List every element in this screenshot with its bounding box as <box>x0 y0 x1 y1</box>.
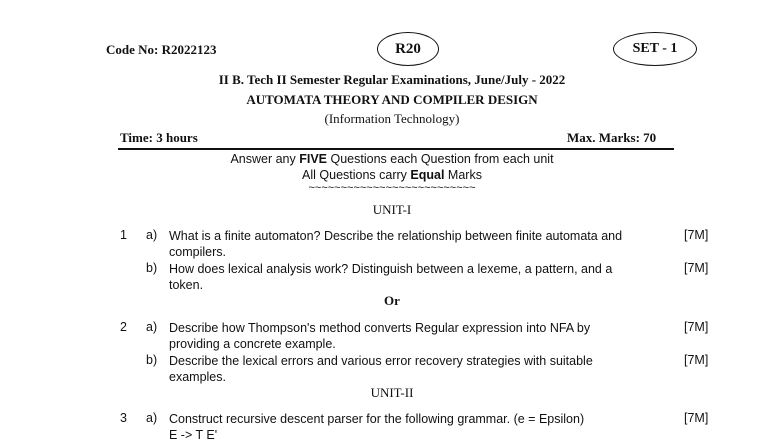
question-1b-marks: [7M] <box>684 261 709 275</box>
exam-title: II B. Tech II Semester Regular Examinations, June/July - 2022 <box>218 72 566 87</box>
instruction-1-bold: FIVE <box>299 152 328 166</box>
question-2b-text <box>169 353 593 385</box>
unit-2-heading: UNIT-II <box>370 385 414 400</box>
question-1b-line-1: How does lexical analysis work? Distinguish between a lexeme, a pattern, and a <box>169 262 613 276</box>
or-separator: Or <box>384 293 400 308</box>
branch-name: (Information Technology) <box>324 111 460 126</box>
question-1a-label: a) <box>146 228 158 242</box>
set-badge <box>613 32 697 66</box>
question-2b-line-2: examples. <box>169 370 226 384</box>
instruction-2-post: Marks <box>444 168 482 182</box>
question-2a-line-1: Describe how Thompson's method converts Regular expression into NFA by <box>169 321 591 335</box>
instruction-2-pre: All Questions carry <box>302 168 411 182</box>
question-3a-text <box>169 411 584 443</box>
question-1b-text <box>169 261 612 293</box>
question-3a-label: a) <box>146 411 158 425</box>
question-3-number: 3 <box>120 411 127 425</box>
question-2b-line-1: Describe the lexical errors and various error recovery strategies with suitable <box>169 354 593 368</box>
question-1a-line-2: compilers. <box>169 245 226 259</box>
question-2b-label: b) <box>146 353 158 367</box>
max-marks: Max. Marks: 70 <box>567 130 657 145</box>
question-2a-line-2: providing a concrete example. <box>169 337 336 351</box>
instruction-1-post: Questions each Question from each unit <box>327 152 554 166</box>
question-2b-marks: [7M] <box>684 353 709 367</box>
regulation-label: R20 <box>395 40 421 57</box>
header-divider <box>118 148 674 150</box>
question-1b-label: b) <box>146 261 158 275</box>
instruction-line-1 <box>0 152 784 166</box>
question-2a-label: a) <box>146 320 158 334</box>
question-2a-marks: [7M] <box>684 320 709 334</box>
exam-time: Time: 3 hours <box>120 130 198 145</box>
code-number: Code No: R2022123 <box>106 42 217 57</box>
question-1-number: 1 <box>120 228 127 242</box>
instruction-line-2 <box>0 168 784 182</box>
question-3a-marks: [7M] <box>684 411 709 425</box>
instruction-1-pre: Answer any <box>230 152 300 166</box>
set-label: SET - 1 <box>632 41 678 56</box>
question-1a-marks: [7M] <box>684 228 709 242</box>
question-1b-line-2: token. <box>169 278 204 292</box>
question-2-number: 2 <box>120 320 127 334</box>
question-3a-line-1: Construct recursive descent parser for the following grammar. (e = Epsilon) <box>169 412 585 426</box>
question-2a-text <box>169 320 590 352</box>
tilde-divider: ~~~~~~~~~~~~~~~~~~~~~~~~~~ <box>308 182 476 194</box>
subject-title: AUTOMATA THEORY AND COMPILER DESIGN <box>246 92 538 107</box>
regulation-badge <box>377 32 439 66</box>
question-1a-line-1: What is a finite automaton? Describe the relationship between finite automata and <box>169 229 623 243</box>
question-1a-text <box>169 228 622 260</box>
instruction-2-bold: Equal <box>410 168 445 182</box>
unit-1-heading: UNIT-I <box>372 202 412 217</box>
question-3a-line-2: E -> T E' <box>169 428 218 442</box>
